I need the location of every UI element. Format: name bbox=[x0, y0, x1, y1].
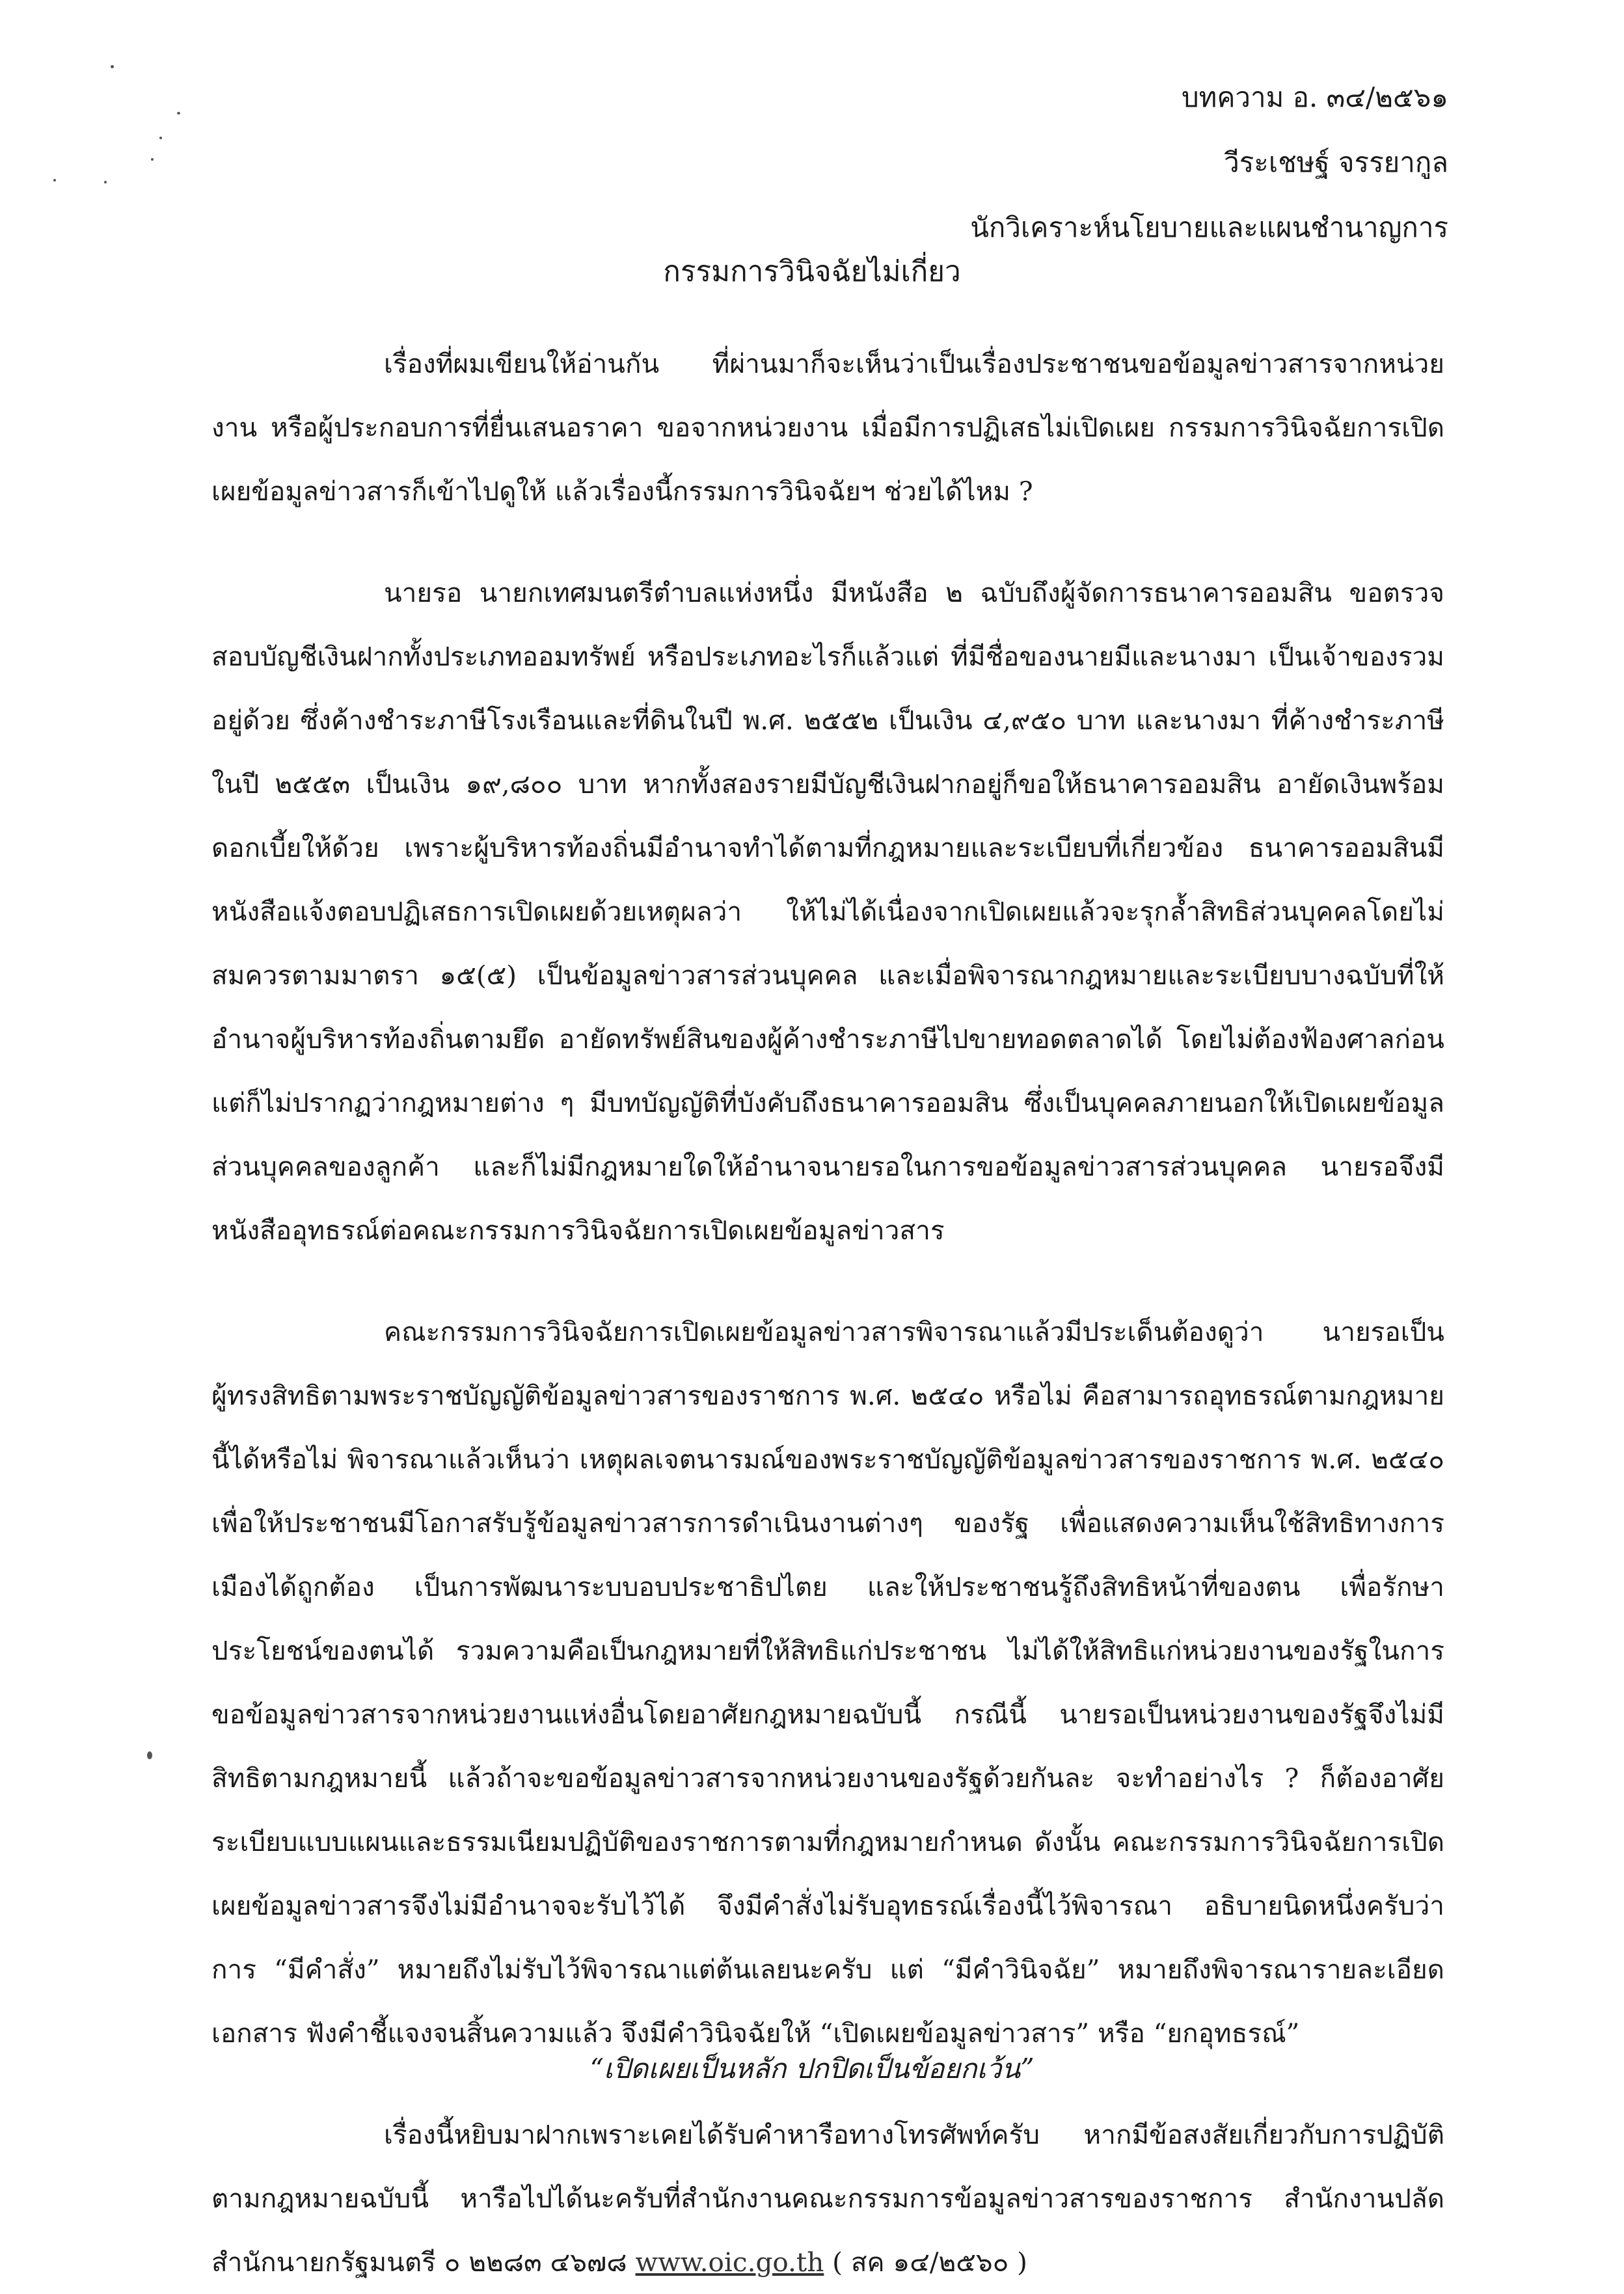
article-title: กรรมการวินิจฉัยไม่เกี่ยว bbox=[663, 255, 961, 288]
author-name: วีระเชษฐ์ จรรยากูล bbox=[1224, 146, 1448, 178]
header-block bbox=[668, 65, 1448, 260]
scan-speck bbox=[151, 158, 154, 161]
motto: “เปิดเผยเป็นหลัก ปกปิดเป็นข้อยกเว้น” bbox=[589, 2053, 1035, 2085]
scan-speck bbox=[111, 65, 114, 68]
scan-speck bbox=[147, 1751, 152, 1759]
paragraph-case: นายรอ นายกเทศมนตรีตำบลแห่งหนึ่ง มีหนังสือ ๒ ฉบับถึงผู้จัดการธนาคารออมสิน ขอตรวจสอบบัญชีเงินฝากทั้งประเภทออมทรัพย์ หรือประเภทอะไรก็แล้วแต่ ที่มีชื่อของนายมีและนางมา เป็นเจ้าของรวมอยู่ด้วย ซึ่งค้างชำระภาษีโรงเรือนและที่ดินในปี พ.ศ. ๒๕๕๒ เป็นเงิน ๔,๙๕๐ บาท และนางมา ที่ค้างชำระภาษีในปี ๒๕๕๓ เป็นเงิน ๑๙,๘๐๐ บาท หากทั้งสองรายมีบัญชีเงินฝากอยู่ก็ขอให้ธนาคารออมสิน อายัดเงินพร้อมดอกเบี้ยให้ด้วย เพราะผู้บริหารท้องถิ่นมีอำนาจทำได้ตามที่กฎหมายและระเบียบที่เกี่ยวข้อง ธนาคารออมสินมีหนังสือแจ้งตอบปฏิเสธการเปิดเผยด้วยเหตุผลว่า ให้ไม่ได้เนื่องจากเปิดเผยแล้วจะรุกล้ำสิทธิส่วนบุคคลโดยไม่สมควรตามมาตรา ๑๕(๕) เป็นข้อมูลข่าวสารส่วนบุคคล และเมื่อพิจารณากฎหมายและระเบียบบางฉบับที่ให้อำนาจผู้บริหารท้องถิ่นตามยึด อายัดทรัพย์สินของผู้ค้างชำระภาษีไปขายทอดตลาดได้ โดยไม่ต้องฟ้องศาลก่อนแต่ก็ไม่ปรากฏว่ากฎหมายต่าง ๆ มีบทบัญญัติที่บังคับถึงธนาคารออมสิน ซึ่งเป็นบุคคลภายนอกให้เปิดเผยข้อมูลส่วนบุคคลของลูกค้า และก็ไม่มีกฎหมายใดให้อำนาจนายรอในการขอข้อมูลข่าวสารส่วนบุคคล นายรอจึงมีหนังสืออุทธรณ์ต่อคณะกรรมการวินิจฉัยการเปิดเผยข้อมูลข่าวสาร bbox=[211, 577, 1444, 1246]
scan-speck bbox=[53, 179, 56, 182]
reference-code: ( สค ๑๔/๒๕๖๐ ) bbox=[824, 2247, 1027, 2278]
contact-text: เรื่องนี้หยิบมาฝากเพราะเคยได้รับคำหารือทางโทรศัพท์ครับ หากมีข้อสงสัยเกี่ยวกับการปฏิบัติตามกฎหมายฉบับนี้ หารือไปได้นะครับที่สำนักงานคณะกรรมการข้อมูลข่าวสารของราชการ สำนักงานปลัดสำนักนายกรัฐมนตรี ๐ ๒๒๘๓ ๔๖๗๘ bbox=[211, 2119, 1444, 2278]
paragraph-contact bbox=[211, 2103, 1444, 2294]
paragraph-intro: เรื่องที่ผมเขียนให้อ่านกัน ที่ผ่านมาก็จะเห็นว่าเป็นเรื่องประชาชนขอข้อมูลข่าวสารจากหน่วยงาน หรือผู้ประกอบการที่ยื่นเสนอราคา ขอจากหน่วยงาน เมื่อมีการปฏิเสธไม่เปิดเผย กรรมการวินิจฉัยการเปิดเผยข้อมูลข่าวสารก็เข้าไปดูให้ แล้วเรื่องนี้กรรมการวินิจฉัยฯ ช่วยได้ไหม ? bbox=[211, 348, 1444, 507]
author-position: นักวิเคราะห์นโยบายและแผนชำนาญการ bbox=[970, 211, 1448, 243]
article-number: บทความ อ. ๓๔/๒๕๖๑ bbox=[1181, 81, 1448, 113]
article-body bbox=[211, 332, 1444, 2294]
website-link[interactable]: www.oic.go.th bbox=[635, 2247, 824, 2278]
paragraph-ruling: คณะกรรมการวินิจฉัยการเปิดเผยข้อมูลข่าวสารพิจารณาแล้วมีประเด็นต้องดูว่า นายรอเป็นผู้ทรงสิทธิตามพระราชบัญญัติข้อมูลข่าวสารของราชการ พ.ศ. ๒๕๔๐ หรือไม่ คือสามารถอุทธรณ์ตามกฎหมายนี้ได้หรือไม่ พิจารณาแล้วเห็นว่า เหตุผลเจตนารมณ์ของพระราชบัญญัติข้อมูลข่าวสารของราชการ พ.ศ. ๒๕๔๐ เพื่อให้ประชาชนมีโอกาสรับรู้ข้อมูลข่าวสารการดำเนินงานต่างๆ ของรัฐ เพื่อแสดงความเห็นใช้สิทธิทางการเมืองได้ถูกต้อง เป็นการพัฒนาระบบอบประชาธิปไตย และให้ประชาชนรู้ถึงสิทธิหน้าที่ของตน เพื่อรักษาประโยชน์ของตนได้ รวมความคือเป็นกฎหมายที่ให้สิทธิแก่ประชาชน ไม่ได้ให้สิทธิแก่หน่วยงานของรัฐในการขอข้อมูลข่าวสารจากหน่วยงานแห่งอื่นโดยอาศัยกฎหมายฉบับนี้ กรณีนี้ นายรอเป็นหน่วยงานของรัฐจึงไม่มีสิทธิตามกฎหมายนี้ แล้วถ้าจะขอข้อมูลข่าวสารจากหน่วยงานของรัฐด้วยกันละ จะทำอย่างไร ? ก็ต้องอาศัยระเบียบแบบแผนและธรรมเนียมปฏิบัติของราชการตามที่กฎหมายกำหนด ดังนั้น คณะกรรมการวินิจฉัยการเปิดเผยข้อมูลข่าวสารจึงไม่มีอำนาจจะรับไว้ได้ จึงมีคำสั่งไม่รับอุทธรณ์เรื่องนี้ไว้พิจารณา อธิบายนิดหนึ่งครับว่า การ “มีคำสั่ง” หมายถึงไม่รับไว้พิจารณาแต่ต้นเลยนะครับ แต่ “มีคำวินิจฉัย” หมายถึงพิจารณารายละเอียดเอกสาร ฟังคำชี้แจงจนสิ้นความแล้ว จึงมีคำวินิจฉัยให้ “เปิดเผยข้อมูลข่าวสาร” หรือ “ยกอุทธรณ์” bbox=[211, 1316, 1444, 2049]
scan-speck bbox=[159, 137, 162, 139]
scan-speck bbox=[104, 181, 107, 183]
scan-speck bbox=[177, 112, 180, 115]
